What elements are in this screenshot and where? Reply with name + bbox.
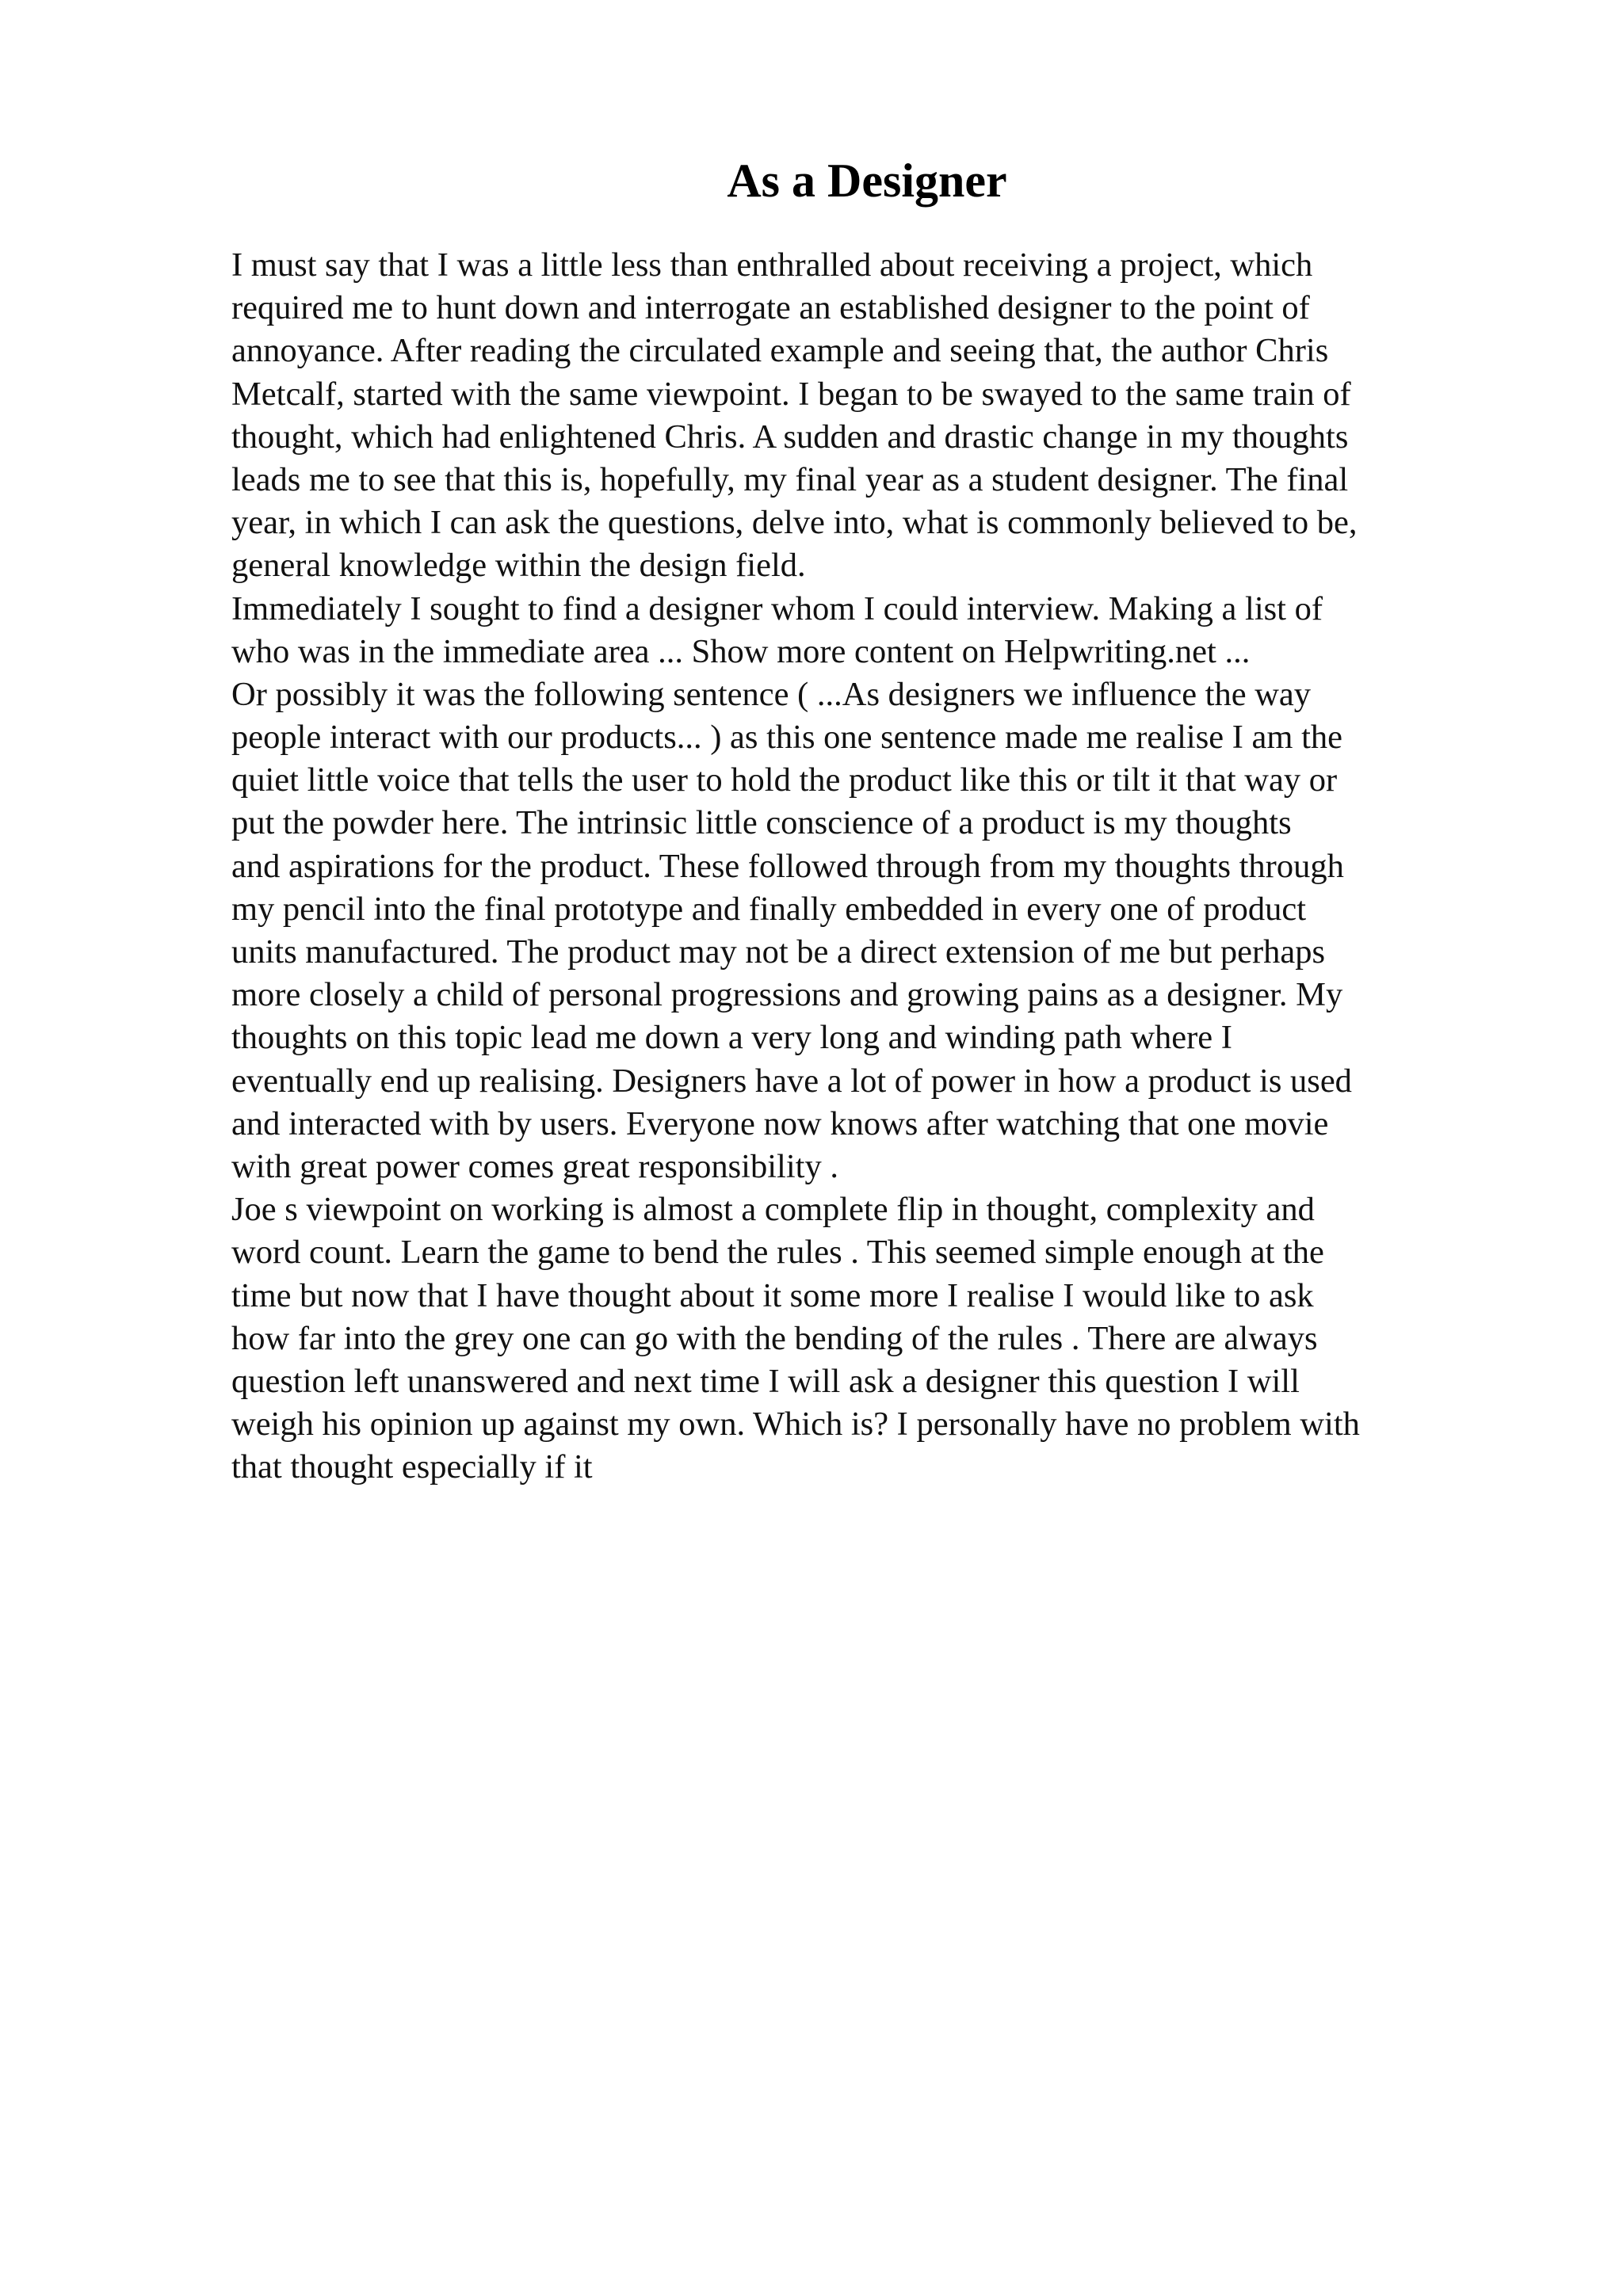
text-line: and interacted with by users. Everyone now knows after watching that one movie — [231, 1104, 1329, 1142]
text-line: Immediately I sought to find a designer whom I could interview. Making a list of — [231, 589, 1323, 627]
text-line: people interact with our products... ) as this one sentence made me realise I am the — [231, 719, 1343, 757]
text-line: put the powder here. The intrinsic little conscience of a product is my thoughts — [231, 804, 1292, 842]
text-line: word count. Learn the game to bend the rules . This seemed simple enough at the — [231, 1234, 1324, 1272]
text-line: that thought especially if it — [231, 1448, 593, 1486]
text-line: thought, which had enlightened Chris. A sudden and drastic change in my thoughts — [231, 418, 1349, 456]
text-line: I must say that I was a little less than enthralled about receiving a project, which — [231, 246, 1313, 284]
text-line: time but now that I have thought about it some more I realise I would like to ask — [231, 1276, 1314, 1314]
text-line: weigh his opinion up against my own. Which is? I personally have no problem with — [231, 1405, 1360, 1444]
text-line: how far into the grey one can go with the bending of the rules . There are always — [231, 1319, 1318, 1357]
text-line: my pencil into the final prototype and finally embedded in every one of product — [231, 890, 1307, 928]
document-body — [231, 244, 1484, 1489]
text-line: with great power comes great responsibility . — [231, 1147, 838, 1185]
text-line: units manufactured. The product may not be a direct extension of me but perhaps — [231, 933, 1326, 971]
text-line: question left unanswered and next time I will ask a designer this question I will — [231, 1362, 1300, 1400]
text-line: more closely a child of personal progressions and growing pains as a designer. My — [231, 976, 1343, 1014]
text-line: required me to hunt down and interrogate an established designer to the point of — [231, 289, 1310, 327]
text-line: and aspirations for the product. These followed through from my thoughts through — [231, 847, 1344, 885]
text-line: thoughts on this topic lead me down a very long and winding path where I — [231, 1019, 1232, 1057]
text-line: Joe s viewpoint on working is almost a complete flip in thought, complexity and — [231, 1191, 1315, 1229]
text-line: Or possibly it was the following sentence ( ...As designers we influence the way — [231, 675, 1312, 713]
text-line: who was in the immediate area ... Show more content on Helpwriting.net ... — [231, 632, 1251, 670]
text-line: annoyance. After reading the circulated example and seeing that, the author Chris — [231, 332, 1329, 370]
text-line: Metcalf, started with the same viewpoint. I began to be swayed to the same train of — [231, 375, 1351, 413]
text-line: eventually end up realising. Designers have a lot of power in how a product is used — [231, 1062, 1352, 1100]
text-line: quiet little voice that tells the user to hold the product like this or tilt it that way or — [231, 761, 1338, 799]
text-line: general knowledge within the design field. — [231, 547, 806, 585]
document-title: As a Designer — [727, 154, 1007, 207]
text-line: leads me to see that this is, hopefully, my final year as a student designer. The final — [231, 460, 1349, 498]
text-line: year, in which I can ask the questions, delve into, what is commonly believed to be, — [231, 504, 1358, 542]
